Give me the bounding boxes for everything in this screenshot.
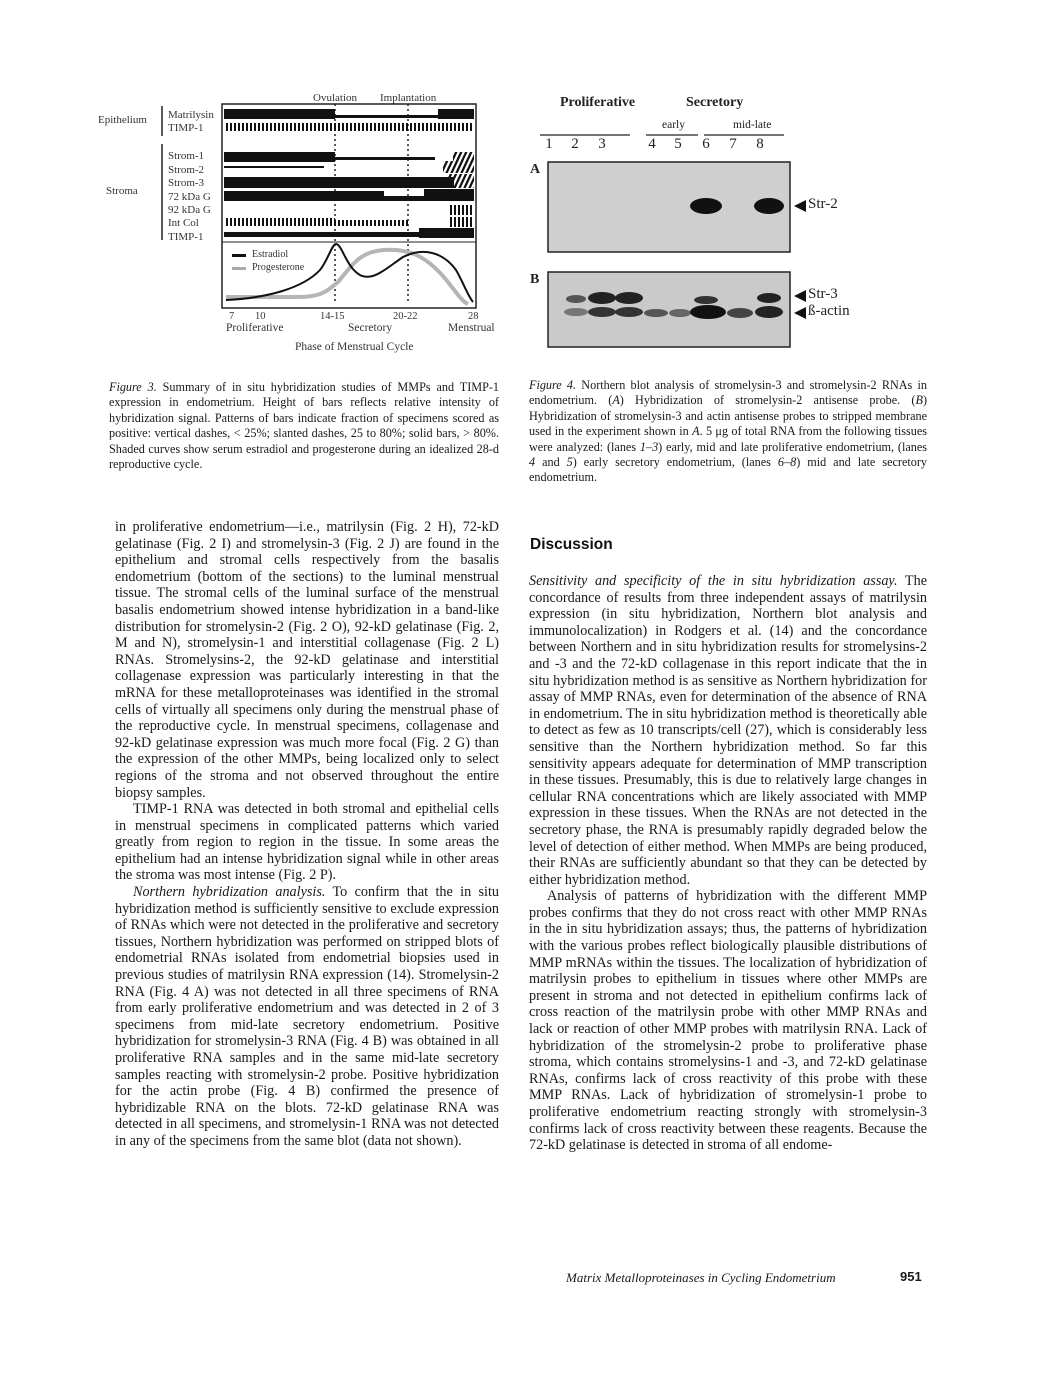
bar-72kda xyxy=(224,191,384,201)
figure-4-caption-part: B xyxy=(915,393,923,408)
paragraph-text: To confirm that the in situ hybridization method is sufficiently sensitive to exclude expression of RNAs which were not detected in the proliferative and secretory tissues, Northern hybridization was performed on stripped blots of endometrial RNAs isolated from endometrial biopsies used in previous studies of matrilysin RNA expression (14). Stromelysin-2 RNA (Fig. 4 A) was not detected in all three specimens of RNA from early proliferative endometrium and was detected in 2 of 3 specimens from mid-late secretory endometrium. Positive hybridization for stromelysin-3 RNA (Fig. 4 B) was obtained in all proliferative RNA samples and in the same mid-late secretory samples reacting with stromelysin-2 probe. Positive hybridization for the actin probe (Fig. 4 B) confirmed the presence of hybridizable RNA on the blots. 72-kD gelatinase RNA was detected in all specimens, and stromelysin-1 RNA was not detected in any of the specimens from the same blot (data not shown). xyxy=(115,884,499,1149)
band-b-str3-8 xyxy=(757,293,781,303)
lane-2: 2 xyxy=(571,136,579,152)
figure-4-caption-part: A xyxy=(692,424,700,439)
row-label-strom2: Strom-2 xyxy=(168,164,205,176)
paragraph-title: Northern hybridization analysis. xyxy=(133,884,326,901)
bar-matrilysin-1 xyxy=(224,109,335,119)
figure-3-caption xyxy=(109,380,499,472)
paragraph: Analysis of patterns of hybridization with the different MMP probes confirms that they do not cross react with other MMP RNAs in the in situ hybridization assays; thus, the patterns of hybridization with the various probes reflect biologically plausible distributions of MMP mRNAs within the tissues. The localization of hybridization of matrilysin probes to epithelium in tissues where other MMPs are present in stroma and not detected in epithelium confirms lack of cross reaction of the matrilysin probe with other MMP RNAs and lack or reaction of other MMP probes with matrilysin RNA. Lack of hybridization of the stromelysin-2 probe to proliferative phase stroma, which contains stromelysins-1 and -3, and 72-kD gelatinase RNAs, confirms lack of cross reactivity of this probe with these MMP RNAs. Lack of hybridization of stromelysin-1 probe to proliferative endometrium reacting strongly with stromelysin-3 confirms lack of cross reactivity between these reagents. Because the 72-kD gelatinase is detected in stroma of all endome- xyxy=(529,888,927,1154)
subhead-early: early xyxy=(662,119,685,131)
bar-timp1-str-b xyxy=(419,228,474,238)
figure-4-caption-label: Figure 4. xyxy=(529,378,577,392)
arrow-str3 xyxy=(794,290,806,302)
paragraph-title: Sensitivity and specificity of the in situ hybridization assay. xyxy=(529,573,898,589)
band-b-str3-2 xyxy=(588,292,616,304)
figure-4-caption-part: ) mid and late secretory endometrium. xyxy=(529,455,927,485)
band-b-str3-3 xyxy=(615,292,643,304)
running-title: Matrix Metalloproteinases in Cycling Endometrium xyxy=(566,1270,836,1285)
bar-strom3-b xyxy=(448,174,474,188)
paragraph: in proliferative endometrium—i.e., matrilysin (Fig. 2 H), 72-kD gelatinase (Fig. 2 I) and stromelysin-3 (Fig. 2 J) are found in the epithelium and stromal cells respectively from the basalis endometrium (bottom of the sections) to the luminal menstrual tissue. The stromal cells of the luminal surface of the menstrual basalis endometrium showed intense hybridization in a band-like distribution for stromelysin-2 (Fig. 2 O), 92-kD gelatinase (Fig. 2, M and N), stromelysin-1 and interstitial collagenase (Fig. 2 L) RNAs. Stromelysins-2, the 92-kD gelatinase and interstitial collagenase expression was particularly interesting in that the mRNA for these metalloproteinases was identified in the stromal cells of virtually all specimens only during the menstrual phase of the reproductive cycle. In menstrual specimens, collagenase and 92-kD gelatinase expression was much more focal (Fig. 2 G) than the expression of the other MMPs, being localized only to select regions of the stroma and not observed throughout the entire biopsy samples. xyxy=(115,519,499,801)
band-b-actin-8 xyxy=(755,306,783,318)
paragraph xyxy=(115,884,499,1150)
paragraph: TIMP-1 RNA was detected in both stromal and epithelial cells in menstrual specimens in complicated patterns which varied greatly from region to region in the tissue. In some areas the epithelium had an intense hybridization signal while in other areas the stroma was most intense (Fig. 2 P). xyxy=(115,801,499,884)
lane-7: 7 xyxy=(729,136,737,152)
figure-3-caption-label: Figure 3. xyxy=(109,380,157,394)
figure-4-caption-part: ) Hybridization of stromelysin-2 antisense probe. ( xyxy=(619,393,916,408)
figure-4-caption xyxy=(529,378,927,486)
band-b-str3-1 xyxy=(566,295,586,303)
bar-72kda-b xyxy=(384,196,424,201)
ovulation-label: Ovulation xyxy=(313,92,357,104)
phase-secretory: Secretory xyxy=(348,322,393,334)
figure-4-caption-part: and xyxy=(535,455,567,470)
tick-7: 7 xyxy=(229,311,235,322)
bar-intcol-c xyxy=(448,217,474,227)
progesterone-swatch xyxy=(232,267,246,270)
row-label-matrilysin: Matrilysin xyxy=(168,109,214,121)
axis-label: Phase of Menstrual Cycle xyxy=(295,341,414,353)
figure-4-caption-part: . 5 μg of total RNA from the following tissues were analyzed: (lanes xyxy=(529,424,927,454)
lane-6: 6 xyxy=(702,136,710,152)
figure-4-caption-part: Northern blot analysis of stromelysin-3 and stromelysin-2 RNAs in endometrium. ( xyxy=(529,378,927,408)
head-secretory: Secretory xyxy=(686,95,744,110)
band-b-actin-3 xyxy=(615,307,643,317)
epithelium-group-label: Epithelium xyxy=(98,114,147,126)
tick-20-22: 20-22 xyxy=(393,311,418,322)
panel-label-b: B xyxy=(530,272,540,287)
band-b-actin-4 xyxy=(644,309,668,317)
paragraph-text: The concordance of results from three independent assays of matrilysin expression (in situ hybridization, Northern blot analysis and immunolocalization) in Rodgers et al. (14) and the concordance between Northern and in situ hybridization results for stromelysins-2 and -3 and the 72-kD collagenase in this report indicate that the in situ hybridization method is as sensitive as Northern hybridization for assay of MMP RNAs, even for determination of the absence of RNA in endometrium. The in situ hybridization method is theoretically able to detect as few as 10 transcripts/cell (27), which is considerably less sensitive than the Northern hybridization method. So far this sensitivity appears adequate for determination of MMP transcription in these tissues. Presumably, this is due to relatively large changes in cellular RNA concentrations which are likely associated with MMP expression in these tissues. When the RNAs are not detected in the secretory phase, the RNA is presumably rapidly degraded below the level of detection of either method. When MMPs are being produced, their RNAs are sufficiently abundant so that they can be detected by either hybridization method. xyxy=(529,573,927,888)
arrow-str2 xyxy=(794,200,806,212)
bar-matrilysin-3 xyxy=(438,109,474,119)
bar-strom1-b xyxy=(335,157,435,160)
chart-frame xyxy=(222,104,476,308)
bar-strom2-b xyxy=(443,161,474,173)
band-b-actin-2 xyxy=(588,307,616,317)
figure-4-caption-part: ) Hybridization of stromelysin-3 and actin antisense probes to stripped membrane used in the experiment shown in xyxy=(529,393,927,439)
band-a-lane6 xyxy=(690,198,722,214)
figure-4-caption-part: 6–8 xyxy=(777,455,797,470)
lane-5: 5 xyxy=(674,136,682,152)
estradiol-swatch xyxy=(232,254,246,257)
left-column xyxy=(115,519,499,1150)
band-label-str2: Str-2 xyxy=(808,196,838,212)
row-label-strom3: Strom-3 xyxy=(168,177,205,189)
bar-strom1-c xyxy=(453,152,474,162)
row-label-92kda: 92 kDa G xyxy=(168,204,211,216)
figure-3 xyxy=(98,92,518,362)
bar-strom3 xyxy=(224,177,454,188)
bar-timp1-epi xyxy=(224,123,474,131)
bar-intcol xyxy=(224,218,335,226)
head-proliferative: Proliferative xyxy=(560,95,636,110)
stroma-group-label: Stroma xyxy=(106,185,138,197)
phase-menstrual: Menstrual xyxy=(448,322,495,334)
panel-label-a: A xyxy=(530,162,541,177)
row-label-timp1-stroma: TIMP-1 xyxy=(168,231,204,243)
bar-matrilysin-2 xyxy=(335,115,455,118)
lane-3: 3 xyxy=(598,136,606,152)
row-label-72kda: 72 kDa G xyxy=(168,191,211,203)
tick-28: 28 xyxy=(468,311,479,322)
lane-1: 1 xyxy=(545,136,553,152)
band-b-actin-1 xyxy=(564,308,588,316)
paragraph xyxy=(529,573,927,888)
figure-4-caption-part: 5 xyxy=(566,455,573,470)
right-column xyxy=(529,573,927,1154)
row-label-timp1-epithelium: TIMP-1 xyxy=(168,122,204,134)
figure-4-caption-part: ) early, mid and late proliferative endometrium, (lanes xyxy=(658,439,927,454)
figure-4-caption-part: ) early secretory endometrium, (lanes xyxy=(572,455,778,470)
bar-72kda-c xyxy=(424,189,474,201)
phase-proliferative: Proliferative xyxy=(226,322,284,334)
bar-timp1-str xyxy=(224,232,419,237)
legend-estradiol: Estradiol xyxy=(252,249,289,260)
section-heading: Discussion xyxy=(530,536,613,553)
bar-strom2 xyxy=(224,166,324,168)
figure-4-caption-part: 1–3 xyxy=(639,439,659,454)
lane-8: 8 xyxy=(756,136,764,152)
band-a-lane8 xyxy=(754,198,784,214)
bar-92kda xyxy=(448,205,474,215)
figure-3-caption-text: Summary of in situ hybridization studies of MMPs and TIMP-1 expression in endometrium. Height of bars reflects relative intensity of hybridization signal. Patterns of bars indicate fraction of specimens scored as positive: vertical dashes, < 25%; slanted dashes, 25 to 80%; solid bars, > 80%. Shaded curves show serum estradiol and progesterone during an idealized 28-d reproductive cycle. xyxy=(109,380,500,472)
figure-4-caption-part: A xyxy=(612,393,620,408)
lane-4: 4 xyxy=(648,136,656,152)
tick-14-15: 14-15 xyxy=(320,311,345,322)
bar-intcol-b xyxy=(335,220,408,226)
page-number: 951 xyxy=(900,1269,922,1284)
figure-4 xyxy=(528,92,948,362)
legend-progesterone: Progesterone xyxy=(252,262,305,273)
band-label-str3: Str-3 xyxy=(808,286,838,302)
tick-10: 10 xyxy=(255,311,266,322)
implantation-label: Implantation xyxy=(380,92,437,104)
figure-4-caption-part: 4 xyxy=(529,455,536,470)
band-label-bactin: ß-actin xyxy=(808,303,850,319)
band-b-actin-5 xyxy=(669,309,691,317)
row-label-intcol: Int Col xyxy=(168,217,199,229)
subhead-midlate: mid-late xyxy=(733,119,772,131)
arrow-bactin xyxy=(794,307,806,319)
band-b-str3-6 xyxy=(694,296,718,304)
figure-4-graphic xyxy=(528,92,948,362)
row-label-strom1: Strom-1 xyxy=(168,150,205,162)
blot-a xyxy=(548,162,790,252)
bar-strom1 xyxy=(224,152,335,162)
band-b-actin-7 xyxy=(727,308,753,318)
band-b-actin-6 xyxy=(690,305,726,319)
